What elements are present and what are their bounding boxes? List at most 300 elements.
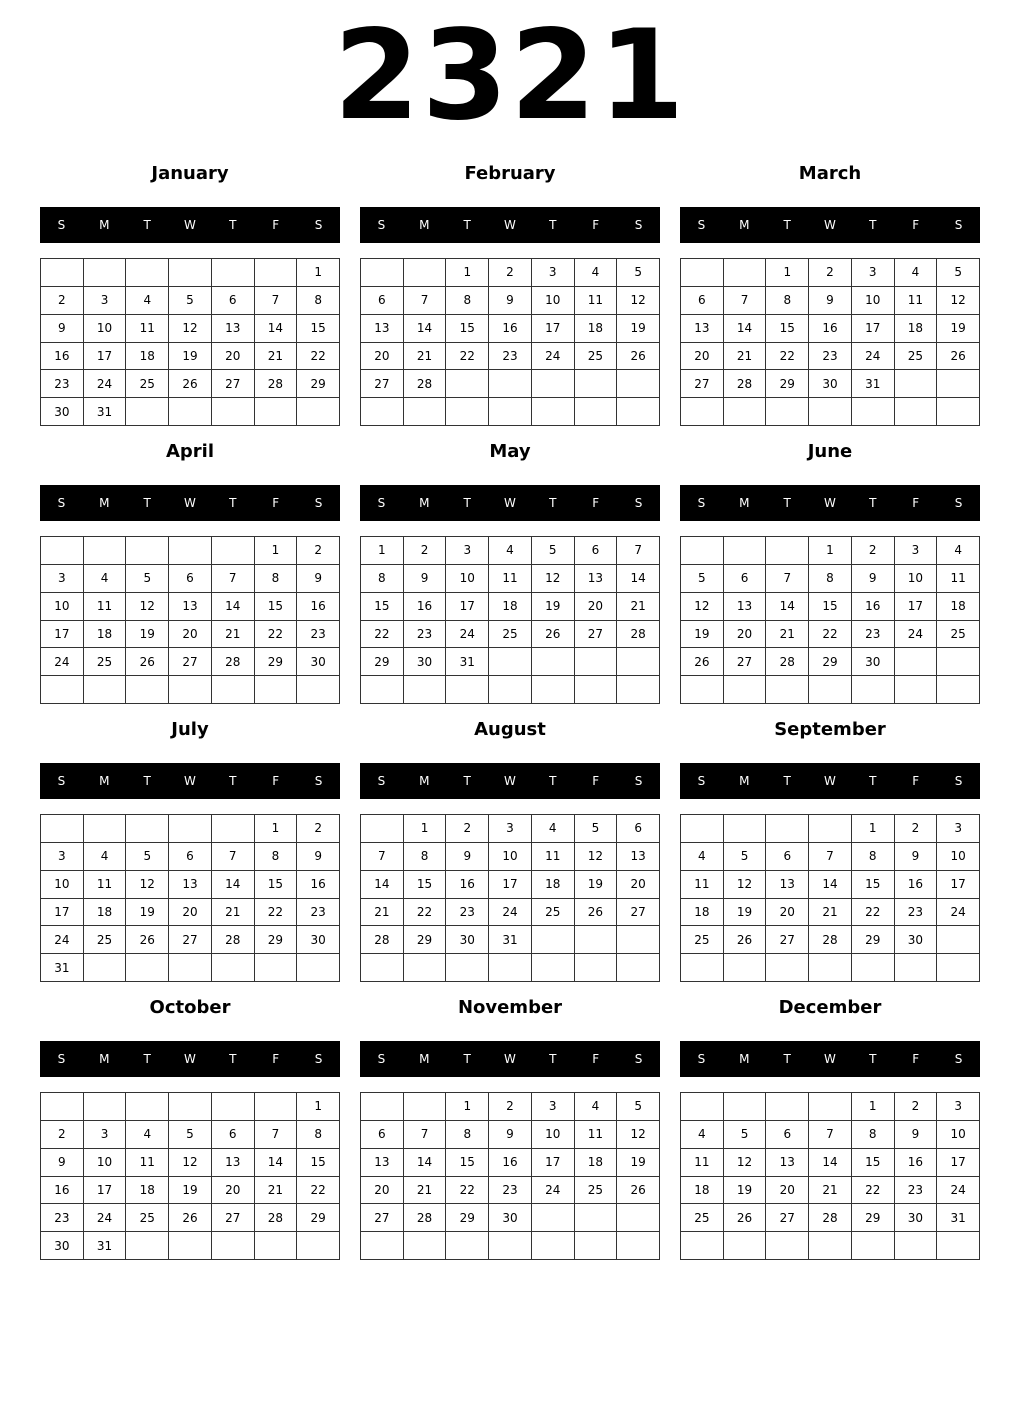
weekday-label: T: [783, 496, 791, 510]
day-cell: 2: [489, 1093, 532, 1121]
empty-cell: [41, 1093, 84, 1121]
day-cell: 19: [169, 1177, 212, 1205]
empty-cell: [169, 954, 212, 982]
day-cell: 8: [446, 1121, 489, 1149]
weekday-label: T: [463, 496, 471, 510]
empty-cell: [575, 954, 618, 982]
day-cell: 6: [681, 287, 724, 315]
empty-cell: [937, 398, 980, 426]
day-cell: 24: [532, 343, 575, 371]
day-cell: 16: [809, 315, 852, 343]
day-cell: 23: [297, 621, 340, 649]
day-grid: [40, 1092, 340, 1260]
day-cell: 15: [766, 315, 809, 343]
weekday-label: F: [272, 496, 280, 510]
day-cell: 28: [212, 648, 255, 676]
weekday-header: [40, 763, 340, 799]
day-cell: 10: [895, 565, 938, 593]
day-cell: 8: [766, 287, 809, 315]
day-cell: 31: [489, 926, 532, 954]
day-cell: 19: [169, 343, 212, 371]
empty-cell: [84, 537, 127, 565]
empty-cell: [126, 1232, 169, 1260]
day-cell: 4: [126, 1121, 169, 1149]
empty-cell: [532, 648, 575, 676]
weekday-label: M: [99, 496, 110, 510]
day-cell: 15: [809, 593, 852, 621]
empty-cell: [446, 1232, 489, 1260]
day-cell: 23: [489, 343, 532, 371]
day-cell: 11: [126, 315, 169, 343]
day-cell: 18: [681, 899, 724, 927]
day-cell: 12: [126, 593, 169, 621]
day-cell: 4: [681, 843, 724, 871]
day-cell: 22: [766, 343, 809, 371]
day-grid: [680, 814, 980, 982]
weekday-label: W: [504, 1052, 516, 1066]
weekday-label: W: [504, 774, 516, 788]
month-name: January: [151, 163, 229, 184]
day-cell: 6: [724, 565, 767, 593]
empty-cell: [809, 1232, 852, 1260]
day-cell: 28: [255, 370, 298, 398]
weekday-label: F: [592, 496, 600, 510]
day-cell: 1: [446, 259, 489, 287]
empty-cell: [766, 954, 809, 982]
weekday-label: W: [504, 496, 516, 510]
day-cell: 12: [724, 871, 767, 899]
day-cell: 25: [84, 648, 127, 676]
day-grid: [40, 814, 340, 982]
day-grid: [360, 258, 660, 426]
empty-cell: [84, 259, 127, 287]
day-cell: 9: [809, 287, 852, 315]
day-cell: 3: [532, 1093, 575, 1121]
day-cell: 30: [404, 648, 447, 676]
weekday-label: T: [549, 1052, 557, 1066]
day-cell: 25: [84, 926, 127, 954]
day-grid: [40, 258, 340, 426]
empty-cell: [489, 954, 532, 982]
empty-cell: [212, 815, 255, 843]
day-cell: 18: [84, 621, 127, 649]
day-cell: 22: [446, 343, 489, 371]
day-cell: 9: [852, 565, 895, 593]
day-cell: 4: [895, 259, 938, 287]
empty-cell: [126, 676, 169, 704]
day-cell: 7: [617, 537, 660, 565]
day-cell: 14: [809, 871, 852, 899]
empty-cell: [297, 676, 340, 704]
day-cell: 17: [852, 315, 895, 343]
empty-cell: [937, 676, 980, 704]
empty-cell: [766, 537, 809, 565]
weekday-label: T: [229, 774, 237, 788]
empty-cell: [126, 815, 169, 843]
day-cell: 1: [446, 1093, 489, 1121]
day-cell: 24: [852, 343, 895, 371]
empty-cell: [681, 259, 724, 287]
empty-cell: [404, 676, 447, 704]
day-cell: 24: [532, 1177, 575, 1205]
weekday-label: F: [912, 496, 920, 510]
empty-cell: [937, 648, 980, 676]
empty-cell: [532, 398, 575, 426]
empty-cell: [84, 676, 127, 704]
day-cell: 10: [41, 871, 84, 899]
day-cell: 8: [255, 843, 298, 871]
weekday-label: T: [869, 218, 877, 232]
day-cell: 9: [297, 565, 340, 593]
day-grid: [360, 536, 660, 704]
empty-cell: [404, 259, 447, 287]
weekday-label: S: [697, 774, 706, 788]
weekday-label: T: [549, 496, 557, 510]
day-cell: 23: [41, 1204, 84, 1232]
day-cell: 18: [895, 315, 938, 343]
empty-cell: [489, 370, 532, 398]
day-cell: 26: [169, 370, 212, 398]
day-cell: 7: [404, 287, 447, 315]
weekday-label: T: [783, 218, 791, 232]
day-cell: 21: [809, 899, 852, 927]
day-cell: 16: [41, 343, 84, 371]
day-cell: 13: [617, 843, 660, 871]
day-cell: 26: [724, 926, 767, 954]
day-cell: 27: [212, 1204, 255, 1232]
day-cell: 11: [575, 1121, 618, 1149]
day-cell: 12: [169, 315, 212, 343]
weekday-label: W: [824, 774, 836, 788]
empty-cell: [404, 398, 447, 426]
day-cell: 21: [212, 621, 255, 649]
day-cell: 15: [446, 315, 489, 343]
empty-cell: [532, 1204, 575, 1232]
day-cell: 20: [361, 343, 404, 371]
day-cell: 5: [724, 843, 767, 871]
empty-cell: [809, 398, 852, 426]
day-cell: 21: [404, 1177, 447, 1205]
day-cell: 16: [852, 593, 895, 621]
empty-cell: [126, 398, 169, 426]
day-cell: 13: [361, 1149, 404, 1177]
day-cell: 7: [404, 1121, 447, 1149]
weekday-label: T: [143, 496, 151, 510]
day-cell: 22: [297, 343, 340, 371]
weekday-label: M: [419, 496, 430, 510]
empty-cell: [41, 537, 84, 565]
empty-cell: [489, 676, 532, 704]
weekday-label: S: [314, 218, 323, 232]
day-cell: 20: [169, 899, 212, 927]
day-cell: 15: [446, 1149, 489, 1177]
day-cell: 19: [532, 593, 575, 621]
day-cell: 6: [169, 565, 212, 593]
empty-cell: [212, 954, 255, 982]
empty-cell: [446, 676, 489, 704]
empty-cell: [361, 259, 404, 287]
day-cell: 26: [575, 899, 618, 927]
weekday-label: M: [739, 774, 750, 788]
day-cell: 23: [489, 1177, 532, 1205]
day-cell: 2: [809, 259, 852, 287]
day-cell: 14: [255, 1149, 298, 1177]
day-cell: 14: [361, 871, 404, 899]
day-cell: 28: [809, 926, 852, 954]
day-cell: 27: [169, 648, 212, 676]
day-cell: 31: [41, 954, 84, 982]
empty-cell: [126, 954, 169, 982]
day-cell: 21: [255, 343, 298, 371]
day-cell: 3: [41, 565, 84, 593]
empty-cell: [617, 398, 660, 426]
day-cell: 26: [532, 621, 575, 649]
day-cell: 12: [617, 287, 660, 315]
day-cell: 19: [126, 899, 169, 927]
weekday-label: S: [377, 218, 386, 232]
empty-cell: [126, 259, 169, 287]
day-cell: 20: [617, 871, 660, 899]
day-cell: 15: [404, 871, 447, 899]
day-cell: 24: [41, 926, 84, 954]
weekday-label: M: [99, 218, 110, 232]
weekday-label: T: [869, 496, 877, 510]
day-cell: 22: [852, 1177, 895, 1205]
weekday-label: S: [57, 218, 66, 232]
day-cell: 16: [404, 593, 447, 621]
day-cell: 29: [255, 648, 298, 676]
day-cell: 5: [126, 843, 169, 871]
day-cell: 30: [41, 398, 84, 426]
empty-cell: [212, 259, 255, 287]
day-cell: 2: [489, 259, 532, 287]
empty-cell: [361, 1093, 404, 1121]
day-cell: 31: [446, 648, 489, 676]
day-cell: 13: [169, 871, 212, 899]
day-cell: 28: [361, 926, 404, 954]
weekday-label: F: [592, 1052, 600, 1066]
empty-cell: [446, 398, 489, 426]
empty-cell: [766, 815, 809, 843]
empty-cell: [617, 1232, 660, 1260]
weekday-label: T: [143, 1052, 151, 1066]
empty-cell: [575, 398, 618, 426]
day-cell: 4: [532, 815, 575, 843]
day-cell: 29: [361, 648, 404, 676]
day-cell: 14: [766, 593, 809, 621]
month-name: July: [171, 719, 209, 740]
day-cell: 1: [361, 537, 404, 565]
empty-cell: [84, 954, 127, 982]
empty-cell: [212, 676, 255, 704]
empty-cell: [766, 398, 809, 426]
day-cell: 8: [361, 565, 404, 593]
day-cell: 25: [489, 621, 532, 649]
day-cell: 12: [681, 593, 724, 621]
empty-cell: [361, 676, 404, 704]
empty-cell: [169, 815, 212, 843]
day-cell: 10: [446, 565, 489, 593]
month-name: December: [778, 997, 882, 1018]
empty-cell: [297, 1232, 340, 1260]
empty-cell: [361, 815, 404, 843]
day-cell: 27: [361, 1204, 404, 1232]
day-cell: 1: [297, 259, 340, 287]
day-cell: 25: [575, 343, 618, 371]
day-cell: 7: [255, 1121, 298, 1149]
month-name: April: [165, 441, 215, 462]
empty-cell: [84, 1093, 127, 1121]
empty-cell: [255, 954, 298, 982]
weekday-label: T: [869, 774, 877, 788]
empty-cell: [766, 1093, 809, 1121]
weekday-label: S: [634, 218, 643, 232]
weekday-label: W: [184, 1052, 196, 1066]
empty-cell: [724, 537, 767, 565]
day-cell: 11: [489, 565, 532, 593]
day-cell: 9: [41, 1149, 84, 1177]
day-cell: 15: [852, 871, 895, 899]
day-cell: 5: [937, 259, 980, 287]
day-cell: 20: [361, 1177, 404, 1205]
weekday-label: T: [229, 496, 237, 510]
empty-cell: [617, 676, 660, 704]
day-cell: 8: [255, 565, 298, 593]
day-cell: 11: [895, 287, 938, 315]
empty-cell: [724, 676, 767, 704]
day-cell: 29: [852, 926, 895, 954]
weekday-label: T: [549, 218, 557, 232]
weekday-header: [40, 1041, 340, 1077]
day-cell: 21: [361, 899, 404, 927]
day-grid: [360, 814, 660, 982]
weekday-header: [680, 763, 980, 799]
day-cell: 3: [937, 1093, 980, 1121]
day-cell: 29: [852, 1204, 895, 1232]
empty-cell: [617, 370, 660, 398]
empty-cell: [41, 815, 84, 843]
day-cell: 1: [852, 1093, 895, 1121]
empty-cell: [126, 537, 169, 565]
day-cell: 5: [681, 565, 724, 593]
day-cell: 13: [361, 315, 404, 343]
weekday-label: M: [99, 1052, 110, 1066]
weekday-label: T: [783, 1052, 791, 1066]
day-cell: 15: [361, 593, 404, 621]
day-cell: 27: [681, 370, 724, 398]
empty-cell: [895, 1232, 938, 1260]
day-cell: 23: [297, 899, 340, 927]
day-cell: 28: [404, 1204, 447, 1232]
day-cell: 19: [575, 871, 618, 899]
day-cell: 9: [895, 1121, 938, 1149]
weekday-label: S: [314, 1052, 323, 1066]
empty-cell: [575, 1232, 618, 1260]
empty-cell: [575, 926, 618, 954]
day-cell: 24: [895, 621, 938, 649]
day-cell: 16: [297, 871, 340, 899]
day-cell: 26: [126, 926, 169, 954]
empty-cell: [681, 1093, 724, 1121]
empty-cell: [212, 1093, 255, 1121]
day-cell: 19: [126, 621, 169, 649]
day-cell: 23: [852, 621, 895, 649]
day-cell: 14: [212, 593, 255, 621]
day-cell: 6: [361, 287, 404, 315]
day-cell: 13: [766, 871, 809, 899]
day-cell: 10: [84, 1149, 127, 1177]
day-cell: 14: [617, 565, 660, 593]
empty-cell: [724, 259, 767, 287]
weekday-label: W: [184, 774, 196, 788]
month-name: March: [798, 163, 862, 184]
day-cell: 17: [84, 1177, 127, 1205]
day-cell: 30: [297, 648, 340, 676]
empty-cell: [361, 1232, 404, 1260]
day-cell: 28: [766, 648, 809, 676]
weekday-label: T: [869, 1052, 877, 1066]
day-cell: 28: [255, 1204, 298, 1232]
day-cell: 1: [766, 259, 809, 287]
day-cell: 9: [404, 565, 447, 593]
empty-cell: [41, 676, 84, 704]
weekday-label: W: [824, 218, 836, 232]
empty-cell: [169, 676, 212, 704]
day-cell: 20: [212, 1177, 255, 1205]
empty-cell: [724, 815, 767, 843]
day-cell: 25: [126, 370, 169, 398]
empty-cell: [937, 1232, 980, 1260]
day-cell: 7: [361, 843, 404, 871]
day-cell: 8: [809, 565, 852, 593]
day-cell: 21: [766, 621, 809, 649]
day-cell: 12: [126, 871, 169, 899]
empty-cell: [297, 954, 340, 982]
day-cell: 13: [766, 1149, 809, 1177]
day-cell: 8: [404, 843, 447, 871]
day-cell: 14: [212, 871, 255, 899]
day-cell: 19: [617, 315, 660, 343]
day-cell: 17: [532, 1149, 575, 1177]
day-cell: 20: [575, 593, 618, 621]
weekday-label: W: [504, 218, 516, 232]
day-cell: 20: [766, 1177, 809, 1205]
weekday-label: T: [463, 218, 471, 232]
day-cell: 29: [255, 926, 298, 954]
empty-cell: [532, 926, 575, 954]
day-cell: 22: [809, 621, 852, 649]
day-cell: 3: [937, 815, 980, 843]
day-cell: 2: [895, 1093, 938, 1121]
weekday-label: T: [463, 1052, 471, 1066]
day-cell: 6: [766, 843, 809, 871]
day-cell: 2: [895, 815, 938, 843]
day-cell: 2: [446, 815, 489, 843]
weekday-label: M: [419, 774, 430, 788]
day-cell: 21: [617, 593, 660, 621]
empty-cell: [446, 370, 489, 398]
weekday-label: F: [272, 218, 280, 232]
month-name: November: [457, 997, 563, 1018]
day-cell: 23: [404, 621, 447, 649]
day-cell: 17: [446, 593, 489, 621]
empty-cell: [255, 676, 298, 704]
day-cell: 19: [724, 1177, 767, 1205]
empty-cell: [212, 1232, 255, 1260]
day-cell: 5: [617, 259, 660, 287]
day-cell: 20: [681, 343, 724, 371]
day-cell: 7: [809, 843, 852, 871]
